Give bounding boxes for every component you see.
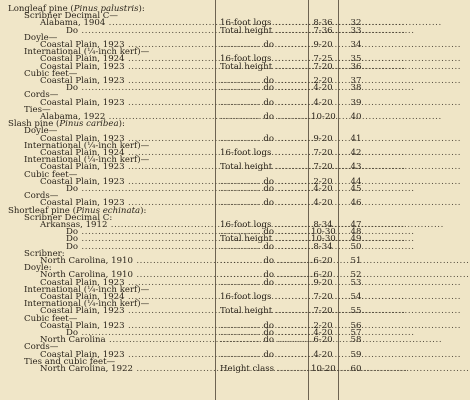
basis-text: do	[263, 277, 274, 288]
row-label-text: Scribner Decimal C:	[24, 212, 113, 223]
table-number-cell: 58	[350, 335, 362, 346]
row-label-text: Longleaf pine (	[8, 4, 74, 14]
row-label-suffix: ):	[118, 119, 125, 130]
range-cell: 10-20	[311, 112, 336, 122]
row-label-text: Coastal Plain, 1923	[40, 97, 125, 108]
basis-text: do	[263, 184, 274, 194]
basis-cell: ............ do ...........	[220, 349, 314, 360]
table-row	[0, 364, 400, 374]
row-label-text: International (¼-inch kerf)—	[24, 155, 150, 166]
row-label-text: Doyle:	[24, 263, 52, 274]
row-label-text: Do	[66, 83, 79, 94]
range-cell: 2-20	[313, 320, 333, 331]
basis-cell: ............ do ...........	[220, 184, 314, 194]
basis-text: do	[263, 328, 274, 338]
row-label-text: Do	[66, 25, 79, 36]
basis-cell: ............ do ...........	[220, 227, 314, 238]
range-cell: 4-20	[313, 184, 333, 194]
table-number-cell: 59	[350, 349, 362, 360]
row-label-text: Coastal Plain, 1923	[40, 277, 125, 288]
basis-text: 16-foot logs	[220, 148, 272, 158]
row-label-text: Alabama, 1922	[40, 112, 106, 122]
table-number-cell: 39	[350, 97, 362, 108]
basis-text: do	[263, 76, 274, 86]
row-label-text: International (¼-inch kerf)—	[24, 47, 150, 58]
table-number-cell: 38	[350, 83, 362, 94]
row-label-text: Cords—	[24, 342, 59, 353]
basis-cell: ............ do ...........	[220, 97, 314, 108]
row-label-text: North Carolina, 1922	[40, 364, 133, 374]
row-label-text: Coastal Plain, 1923	[40, 76, 125, 86]
table-number-cell: 35	[350, 54, 362, 65]
basis-cell: ............ do ...........	[220, 76, 314, 86]
row-label-text: Do	[66, 184, 79, 194]
row-label-text: Coastal Plain, 1923	[40, 162, 125, 173]
basis-cell: ............ do ...........	[220, 328, 314, 338]
table-number-cell: 48	[350, 227, 362, 238]
range-cell: 7-36	[313, 25, 333, 36]
range-cell: 10-30	[311, 227, 336, 238]
basis-text: 16-foot logs	[220, 292, 272, 302]
species-name: Pinus echinata	[75, 205, 141, 216]
basis-cell: ............ do ...........	[220, 335, 314, 346]
range-cell: 8-36	[313, 18, 333, 29]
row-label-text: Coastal Plain, 1923	[40, 198, 125, 209]
basis-cell: ............ do ...........	[220, 176, 314, 187]
table-number-cell: 51	[350, 256, 362, 266]
table-number-cell: 40	[350, 112, 362, 122]
basis-cell	[220, 364, 308, 374]
table-number-cell: 32	[350, 18, 362, 29]
table-number-cell: 57	[350, 328, 362, 338]
basis-text: 16-foot logs	[220, 18, 272, 29]
table-number-cell: 36	[350, 61, 362, 72]
basis-cell: ............ do ...........	[220, 40, 314, 50]
range-cell: 6-20	[313, 256, 333, 266]
table-number-cell: 50	[350, 241, 362, 252]
row-label-text: North Carolina, 1910	[40, 256, 133, 266]
species-name: Pinus palustris	[73, 4, 139, 14]
range-cell: 9-20	[313, 277, 333, 288]
basis-text: do	[263, 349, 274, 360]
basis-text: 16-foot logs	[220, 54, 272, 65]
row-label-cell	[40, 364, 212, 374]
basis-text: do	[263, 227, 274, 238]
basis-cell: ............ do ...........	[220, 198, 314, 209]
range-cell: 7-20	[313, 61, 333, 72]
basis-text: Total height	[220, 234, 273, 245]
table-number-cell: 41	[350, 133, 362, 144]
row-label-text: Coastal Plain, 1923	[40, 40, 125, 50]
row-label-text: Do	[66, 241, 79, 252]
table-number-cell: 43	[350, 162, 362, 173]
range-cell: 4-20	[313, 83, 333, 94]
basis-text: do	[263, 335, 274, 346]
table-number-cell: 42	[350, 148, 362, 158]
row-label-text: Coastal Plain, 1923	[40, 349, 125, 360]
table-number-cell: 54	[350, 292, 362, 302]
range-cell: 8-34	[313, 220, 333, 230]
basis-cell: ............ do ...........	[220, 83, 314, 94]
basis-text: Total height	[220, 61, 273, 72]
basis-text: do	[263, 112, 274, 122]
row-label-text: Cubic feet—	[24, 68, 78, 79]
row-label-text: Ties—	[24, 104, 51, 115]
basis-text: Total height	[220, 25, 273, 36]
row-label-text: Coastal Plain, 1924	[40, 292, 125, 302]
range-cell: 8-34	[313, 241, 333, 252]
row-label-suffix: ):	[140, 205, 147, 216]
table-number-cell: 37	[350, 76, 362, 86]
basis-text: do	[263, 83, 274, 94]
row-label-text: Cubic feet—	[24, 313, 78, 324]
table-number-cell: 49	[350, 234, 362, 245]
row-label-text: Cubic feet—	[24, 169, 78, 180]
row-label-text: Arkansas, 1912	[40, 220, 108, 230]
range-cell: 4-20	[313, 349, 333, 360]
row-label-text: Scribner Decimal C—	[24, 11, 118, 22]
range-cell: 9-20	[313, 133, 333, 144]
basis-text: do	[263, 176, 274, 187]
table-number-cell: 34	[350, 40, 362, 50]
range-cell: 10-30	[311, 234, 336, 245]
range-cell: 4-20	[313, 198, 333, 209]
row-label-text: Do	[66, 227, 79, 238]
range-cell: 6-20	[313, 270, 333, 281]
basis-cell: ............ do ...........	[220, 270, 314, 281]
row-label-text: Cords—	[24, 191, 59, 202]
table-number-cell: 53	[350, 277, 362, 288]
range-cell: 4-20	[313, 328, 333, 338]
row-label-text: International (¼-inch kerf)—	[24, 284, 150, 295]
table-number-cell: 56	[350, 320, 362, 331]
row-label-text: Coastal Plain, 1923	[40, 61, 125, 72]
table-number-cell: 33	[350, 25, 362, 36]
row-label-text: Do	[66, 328, 79, 338]
table-number-cell: 60	[350, 364, 362, 374]
row-label-text: North Carolina, 1910	[40, 270, 133, 281]
row-label-text: Scribner:	[24, 248, 65, 259]
range-cell: 7-25	[313, 54, 333, 65]
basis-text: do	[263, 270, 274, 281]
row-label-text: Cords—	[24, 90, 59, 101]
basis-text: 16-foot logs	[220, 220, 272, 230]
range-cell: 6-20	[313, 335, 333, 346]
row-label-text: Coastal Plain, 1923	[40, 306, 125, 317]
basis-text: Total height	[220, 162, 273, 173]
basis-text: do	[263, 241, 274, 252]
row-label-text: North Carolina	[40, 335, 106, 346]
basis-cell: ............ do ...........	[220, 320, 314, 331]
row-label-text: Shortleaf pine (	[8, 205, 76, 216]
row-label-text: Coastal Plain, 1924	[40, 54, 125, 65]
basis-text: do	[263, 256, 274, 266]
row-label-text: Doyle—	[24, 126, 58, 137]
basis-text: do	[263, 97, 274, 108]
table-number-cell: 52	[350, 270, 362, 281]
range-cell: 4-20	[313, 97, 333, 108]
row-label-text: Ties and cubic feet—	[24, 356, 116, 367]
basis-text: Height class	[220, 364, 275, 374]
range-cell: 2-20	[313, 176, 333, 187]
row-label-text: Slash pine (	[8, 119, 60, 130]
row-label-text: Coastal Plain, 1924	[40, 148, 125, 158]
range-cell: 7-20	[313, 162, 333, 173]
basis-text: Total height	[220, 306, 273, 317]
row-label-text: Coastal Plain, 1923	[40, 133, 125, 144]
row-label-text: International (¼-inch kerf)—	[24, 140, 150, 151]
range-cell: 7-20	[313, 306, 333, 317]
row-label-text: Do	[66, 234, 79, 245]
range-cell: 2-20	[313, 76, 333, 86]
table-number-cell: 45	[350, 184, 362, 194]
table-number-cell: 55	[350, 306, 362, 317]
basis-cell: ............ do ...........	[220, 256, 314, 266]
row-label-text: International (¼-inch kerf)—	[24, 299, 150, 310]
row-label-text: Coastal Plain, 1923	[40, 320, 125, 331]
row-label-text: Coastal Plain, 1923	[40, 176, 125, 187]
table-number-cell: 46	[350, 198, 362, 209]
range-cell: 7-20	[313, 292, 333, 302]
basis-cell: ............ do ...........	[220, 277, 314, 288]
row-label-text: Alabama, 1904	[40, 18, 106, 29]
basis-text: do	[263, 320, 274, 331]
basis-text: do	[263, 40, 274, 50]
species-name: Pinus caribea	[59, 119, 119, 130]
range-cell: 9-20	[313, 40, 333, 50]
basis-cell: ............ do ...........	[220, 133, 314, 144]
range-cell: 10-20	[311, 364, 336, 374]
basis-cell: ............ do ...........	[220, 241, 314, 252]
range-cell: 7-20	[313, 148, 333, 158]
row-label-suffix: ):	[138, 4, 145, 14]
row-label-text: Doyle—	[24, 32, 58, 43]
table-number-cell: 44	[350, 176, 362, 187]
basis-text: do	[263, 133, 274, 144]
basis-text: do	[263, 198, 274, 209]
table-number-cell: 47	[350, 220, 362, 230]
basis-cell: ............ do ...........	[220, 112, 314, 122]
